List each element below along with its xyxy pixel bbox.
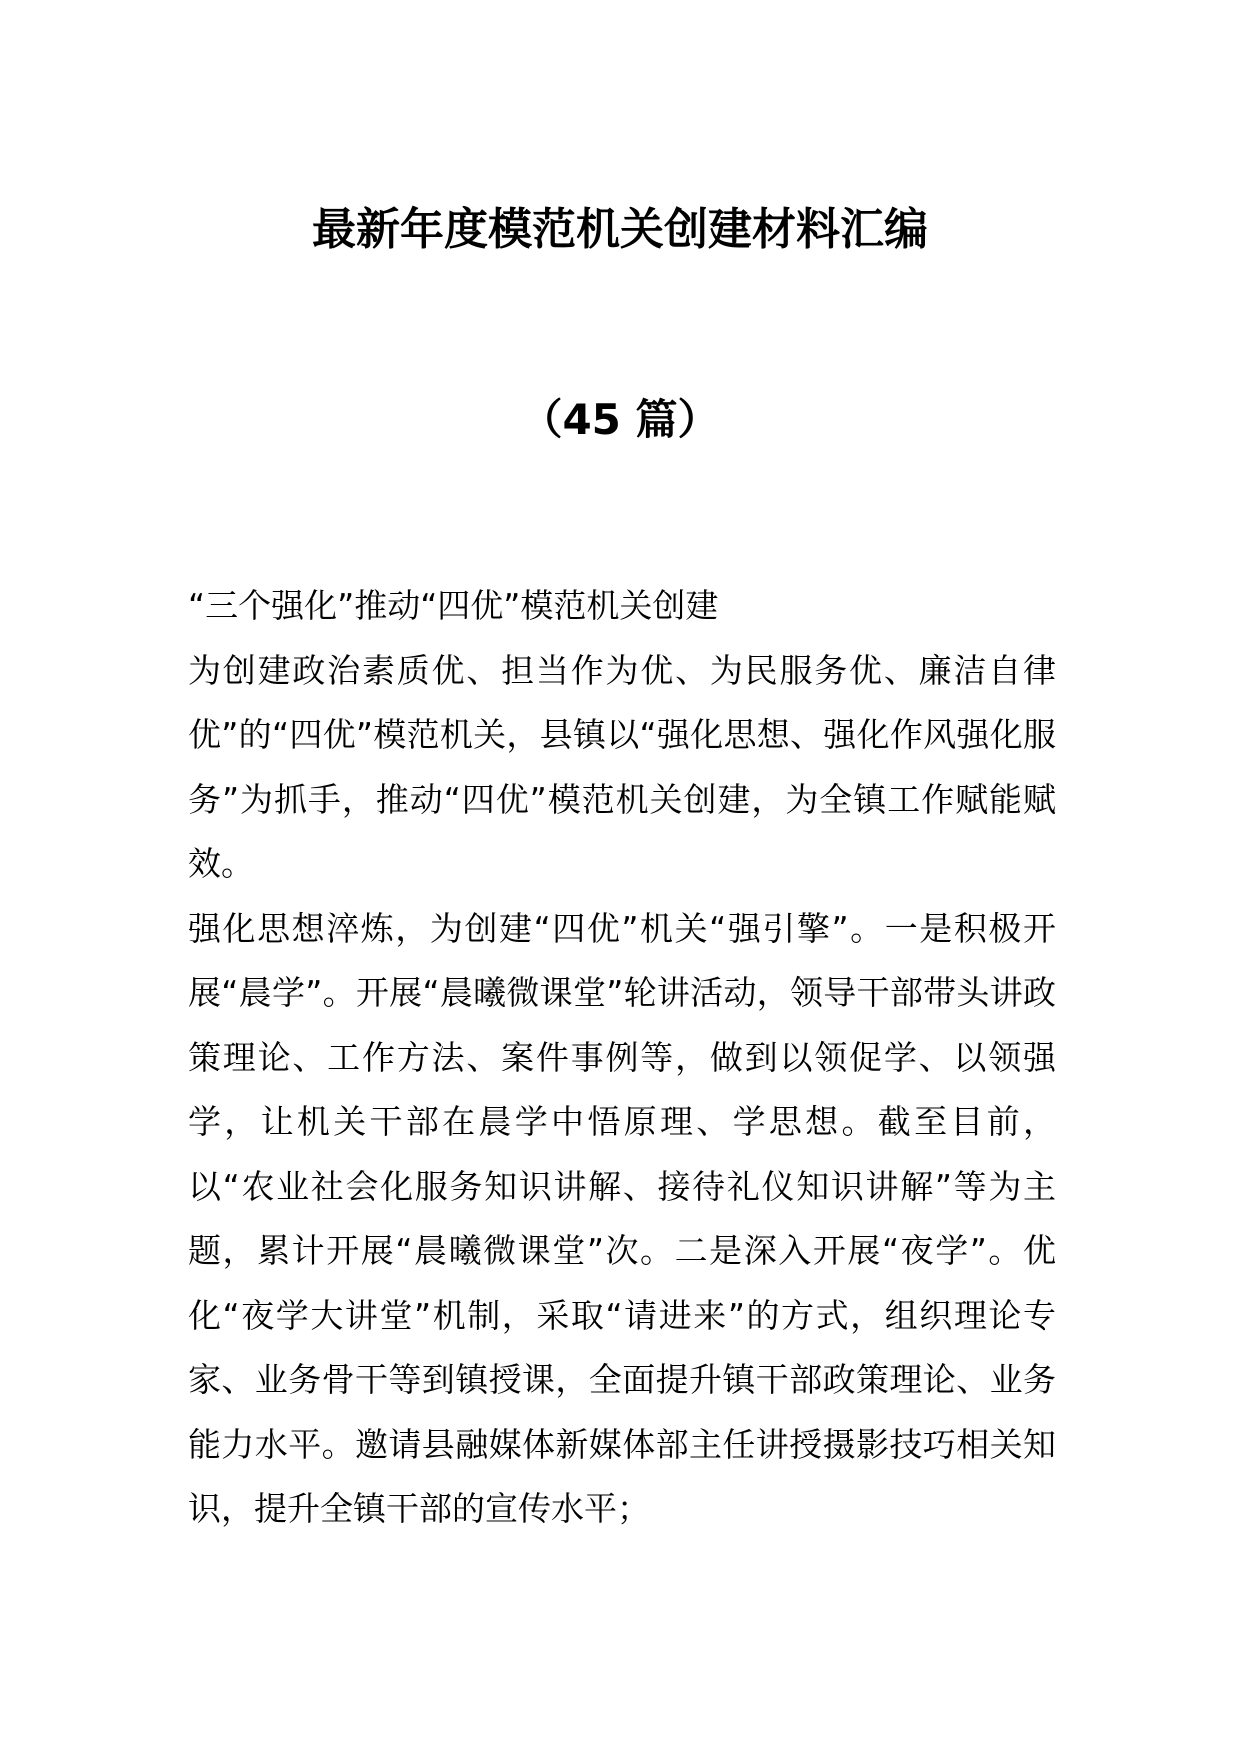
- document-count: （45 篇）: [520, 395, 720, 444]
- article-body: [188, 574, 1056, 1542]
- article-paragraph-1: 为创建政治素质优、担当作为优、为民服务优、廉洁自律优”的“四优”模范机关，县镇以“强化思想、强化作风强化服务”为抓手，推动“四优”模范机关创建，为全镇工作赋能赋效。: [188, 650, 1056, 883]
- article-paragraph-2: 强化思想淬炼，为创建“四优”机关“强引擎”。一是积极开展“晨学”。开展“晨曦微课堂”轮讲活动，领导干部带头讲政策理论、工作方法、案件事例等，做到以领促学、以领强学，让机关干部在晨学中悟原理、学思想。截至目前，以“农业社会化服务知识讲解、接待礼仪知识讲解”等为主题，累计开展“晨曦微课堂”次。二是深入开展“夜学”。优化“夜学大讲堂”机制，采取“请进来”的方式，组织理论专家、业务骨干等到镇授课，全面提升镇干部政策理论、业务能力水平。邀请县融媒体新媒体部主任讲授摄影技巧相关知识，提升全镇干部的宣传水平；: [188, 908, 1056, 1528]
- article-heading: “三个强化”推动“四优”模范机关创建: [188, 586, 719, 625]
- document-title: 最新年度模范机关创建材料汇编: [312, 204, 928, 255]
